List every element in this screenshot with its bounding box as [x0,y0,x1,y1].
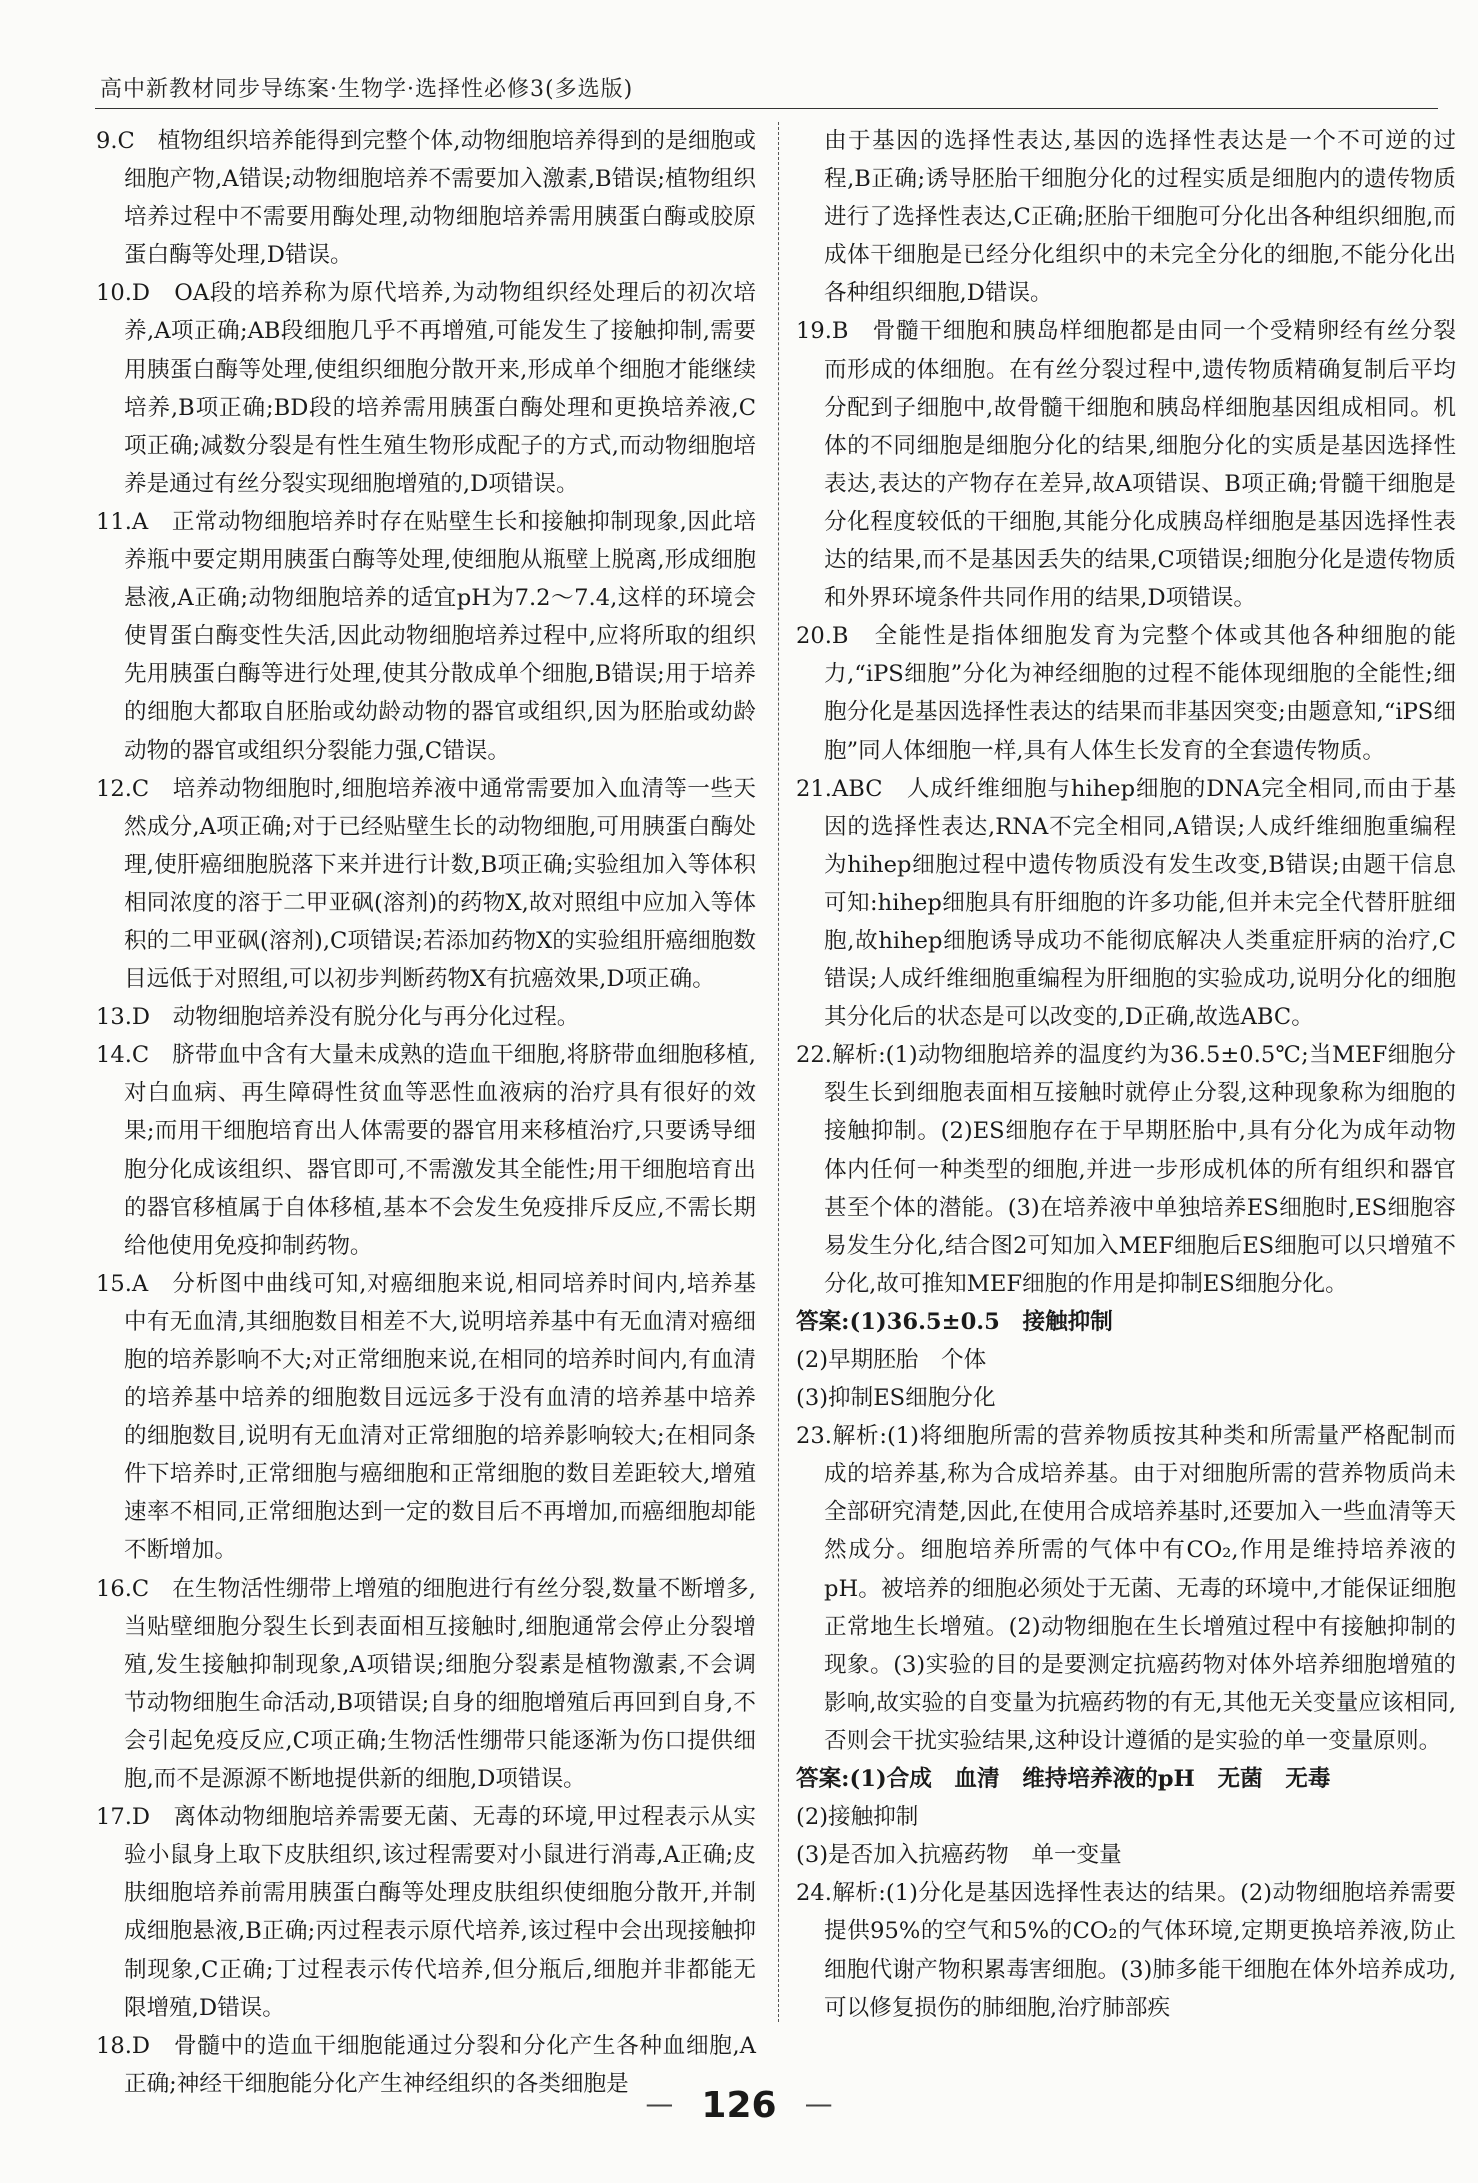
answer-23-line-3: (3)是否加入抗癌药物 单一变量 [796,1842,1122,1869]
answer-22-line-1: 答案:(1)36.5±0.5 接触抑制 [796,1308,1113,1335]
answer-entry-10: 10.D OA段的培养称为原代培养,为动物组织经处理后的初次培养,A项正确;AB段细胞几乎不再增殖,可能发生了接触抑制,需要用胰蛋白酶等处理,使组织细胞分散开来,形成单个细胞才能继续培养,B项正确;BD段的培养需用胰蛋白酶处理和更换培养液,C项正确;减数分裂是有性生殖生物形成配子的方式,而动物细胞培养是通过有丝分裂实现细胞增殖的,D项错误。 [96,280,756,497]
answer-entry-19: 19.B 骨髓干细胞和胰岛样细胞都是由同一个受精卵经有丝分裂而形成的体细胞。在有丝分裂过程中,遗传物质精确复制后平均分配到子细胞中,故骨髓干细胞和胰岛样细胞基因组成相同。机体的不同细胞是细胞分化的结果,细胞分化的实质是基因选择性表达,表达的产物存在差异,故A项错误、B项正确;骨髓干细胞是分化程度较低的干细胞,其能分化成胰岛样细胞是基因选择性表达的结果,而不是基因丢失的结果,C项错误;细胞分化是遗传物质和外界环境条件共同作用的结果,D项错误。 [796,318,1456,612]
running-header: 高中新教材同步导练案·生物学·选择性必修3(多选版) [100,77,634,102]
answer-entry-18-continued: 由于基因的选择性表达,基因的选择性表达是一个不可逆的过程,B正确;诱导胚胎干细胞分化的过程实质是细胞内的遗传物质进行了选择性表达,C正确;胚胎干细胞可分化出各种组织细胞,而成体干细胞是已经分化组织中的未完全分化的细胞,不能分化出各种组织细胞,D错误。 [824,128,1456,307]
right-column [796,122,1456,2027]
left-column [96,122,756,2103]
answer-entry-20: 20.B 全能性是指体细胞发育为完整个体或其他各种细胞的能力,“iPS细胞”分化为神经细胞的过程不能体现细胞的全能性;细胞分化是基因选择性表达的结果而非基因突变;由题意知,“iPS细胞”同人体细胞一样,具有人体生长发育的全套遗传物质。 [796,623,1456,764]
answer-entry-21: 21.ABC 人成纤维细胞与hihep细胞的DNA完全相同,而由于基因的选择性表达,RNA不完全相同,A错误;人成纤维细胞重编程为hihep细胞过程中遗传物质没有发生改变,B错误;由题干信息可知:hihep细胞具有肝细胞的许多功能,但并未完全代替肝脏细胞,故hihep细胞诱导成功不能彻底解决人类重症肝病的治疗,C错误;人成纤维细胞重编程为肝细胞的实验成功,说明分化的细胞其分化后的状态是可以改变的,D正确,故选ABC。 [796,775,1456,1031]
column-divider [778,122,779,2022]
answer-entry-13: 13.D 动物细胞培养没有脱分化与再分化过程。 [96,1004,580,1031]
answer-entry-16: 16.C 在生物活性绷带上增殖的细胞进行有丝分裂,数量不断增多,当贴壁细胞分裂生长到表面相互接触时,细胞通常会停止分裂增殖,发生接触抑制现象,A项错误;细胞分裂素是植物激素,不会调节动物细胞生命活动,B项错误;自身的细胞增殖后再回到自身,不会引起免疫反应,C项正确;生物活性绷带只能逐渐为伤口提供细胞,而不是源源不断地提供新的细胞,D项错误。 [96,1575,756,1793]
page-footer [0,2085,1478,2126]
answer-entry-18: 18.D 骨髓中的造血干细胞能通过分裂和分化产生各种血细胞,A正确;神经干细胞能分化产生神经组织的各类细胞是 [96,2032,756,2097]
answer-23-line-1: 答案:(1)合成 血清 维持培养液的pH 无菌 无毒 [796,1766,1331,1793]
answer-entry-12: 12.C 培养动物细胞时,细胞培养液中通常需要加入血清等一些天然成分,A项正确;对于已经贴壁生长的动物细胞,可用胰蛋白酶处理,使肝癌细胞脱落下来并进行计数,B项正确;实验组加入等体积相同浓度的溶于二甲亚砜(溶剂)的药物X,故对照组中应加入等体积的二甲亚砜(溶剂),C项错误;若添加药物X的实验组肝癌细胞数目远低于对照组,可以初步判断药物X有抗癌效果,D项正确。 [96,775,756,993]
footer-dash-left: — [645,2087,674,2120]
answer-23-line-2: (2)接触抑制 [796,1804,919,1831]
answer-entry-11: 11.A 正常动物细胞培养时存在贴壁生长和接触抑制现象,因此培养瓶中要定期用胰蛋白酶等处理,使细胞从瓶壁上脱离,形成细胞悬液,A正确;动物细胞培养的适宜pH为7.2～7.4,这样的环境会使胃蛋白酶变性失活,因此动物细胞培养过程中,应将所取的组织先用胰蛋白酶等进行处理,使其分散成单个细胞,B错误;用于培养的细胞大都取自胚胎或幼龄动物的器官或组织,因为胚胎或幼龄动物的器官或组织分裂能力强,C错误。 [96,508,756,764]
answer-entry-23: 23.解析:(1)将细胞所需的营养物质按其种类和所需量严格配制而成的培养基,称为合成培养基。由于对细胞所需的营养物质尚未全部研究清楚,因此,在使用合成培养基时,还要加入一些血清等天然成分。细胞培养所需的气体中有CO₂,作用是维持培养液的pH。被培养的细胞必须处于无菌、无毒的环境中,才能保证细胞正常地生长增殖。(2)动物细胞在生长增殖过程中有接触抑制的现象。(3)实验的目的是要测定抗癌药物对体外培养细胞增殖的影响,故实验的自变量为抗癌药物的有无,其他无关变量应该相同,否则会干扰实验结果,这种设计遵循的是实验的单一变量原则。 [796,1423,1456,1754]
answer-22-line-2: (2)早期胚胎 个体 [796,1347,987,1373]
answer-entry-17: 17.D 离体动物细胞培养需要无菌、无毒的环境,甲过程表示从实验小鼠身上取下皮肤组织,该过程需要对小鼠进行消毒,A正确;皮肤细胞培养前需用胰蛋白酶等处理皮肤组织使细胞分散开,并制成细胞悬液,B正确;丙过程表示原代培养,该过程中会出现接触抑制现象,C正确;丁过程表示传代培养,但分瓶后,细胞并非都能无限增殖,D错误。 [96,1804,756,2021]
answer-entry-15: 15.A 分析图中曲线可知,对癌细胞来说,相同培养时间内,培养基中有无血清,其细胞数目相差不大,说明培养基中有无血清对癌细胞的培养影响不大;对正常细胞来说,在相同的培养时间内,有血清的培养基中培养的细胞数目远远多于没有血清的培养基中培养的细胞数目,说明有无血清对正常细胞的培养影响较大;在相同条件下培养时,正常细胞与癌细胞和正常细胞的数目差距较大,增殖速率不相同,正常细胞达到一定的数目后不再增加,而癌细胞却能不断增加。 [96,1270,757,1564]
answer-entry-9: 9.C 植物组织培养能得到完整个体,动物细胞培养得到的是细胞或细胞产物,A错误;动物细胞培养不需要加入激素,B错误;植物组织培养过程中不需要用酶处理,动物细胞培养需用胰蛋白酶或胶原蛋白酶等处理,D错误。 [96,128,756,269]
header-rule [95,108,1438,109]
answer-22-line-3: (3)抑制ES细胞分化 [796,1385,996,1412]
page-number: 126 [701,2085,777,2126]
footer-dash-right: — [804,2087,833,2120]
answer-entry-22: 22.解析:(1)动物细胞培养的温度约为36.5±0.5℃;当MEF细胞分裂生长到细胞表面相互接触时就停止分裂,这种现象称为细胞的接触抑制。(2)ES细胞存在于早期胚胎中,具有分化为成年动物体内任何一种类型的细胞,并进一步形成机体的所有组织和器官甚至个体的潜能。(3)在培养液中单独培养ES细胞时,ES细胞容易发生分化,结合图2可知加入MEF细胞后ES细胞可以只增殖不分化,故可推知MEF细胞的作用是抑制ES细胞分化。 [796,1042,1456,1297]
answer-entry-24: 24.解析:(1)分化是基因选择性表达的结果。(2)动物细胞培养需要提供95%的空气和5%的CO₂的气体环境,定期更换培养液,防止细胞代谢产物积累毒害细胞。(3)肺多能干细胞在体外培养成功,可以修复损伤的肺细胞,治疗肺部疾 [796,1880,1456,2021]
answer-entry-14: 14.C 脐带血中含有大量未成熟的造血干细胞,将脐带血细胞移植,对白血病、再生障碍性贫血等恶性血液病的治疗具有很好的效果;而用干细胞培育出人体需要的器官用来移植治疗,只要诱导细胞分化成该组织、器官即可,不需激发其全能性;用干细胞培育出的器官移植属于自体移植,基本不会发生免疫排斥反应,不需长期给他使用免疫抑制药物。 [96,1042,756,1259]
